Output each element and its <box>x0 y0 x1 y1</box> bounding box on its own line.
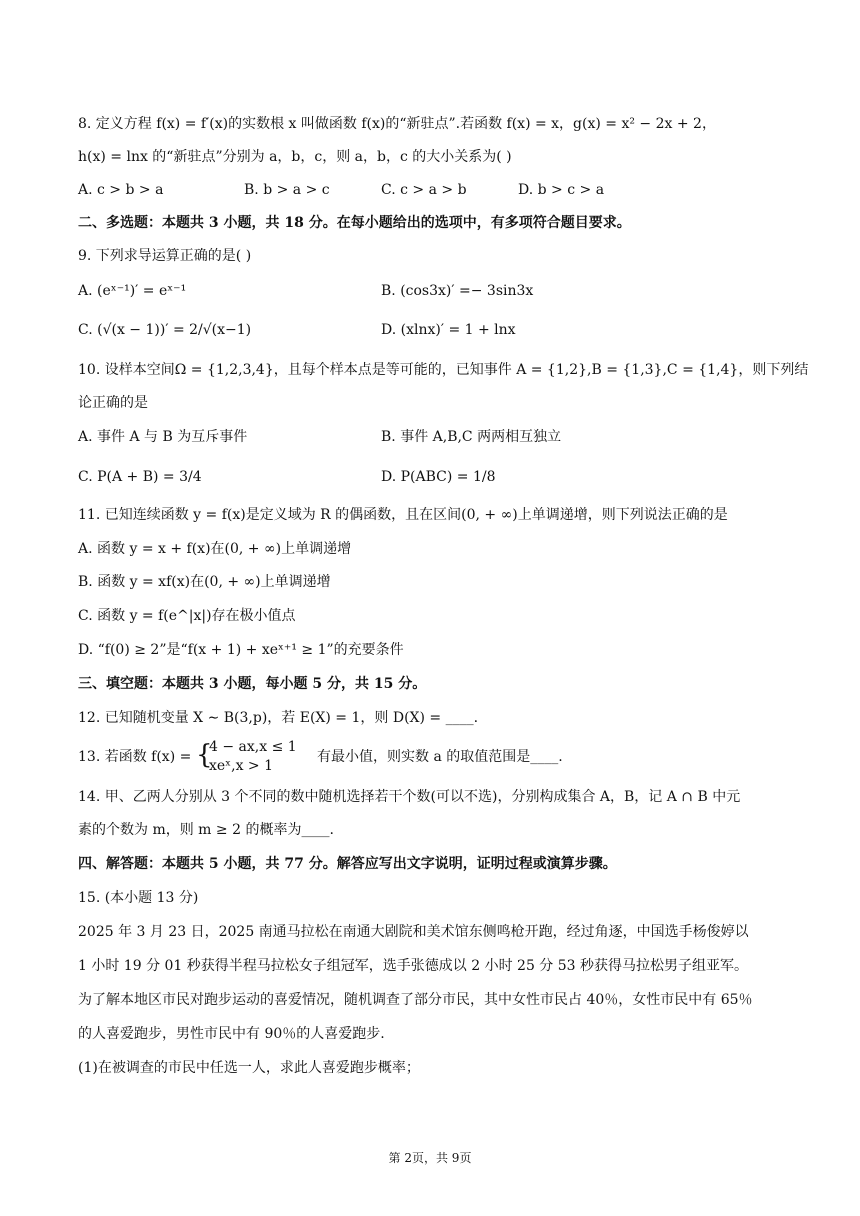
q10-option-a: A. 事件 A 与 B 为互斥事件 <box>78 429 248 445</box>
q9-stem: 9. 下列求导运算正确的是( ) <box>78 248 252 264</box>
q15-sub1: (1)在被调查的市民中任选一人，求此人喜爱跑步概率； <box>78 1060 420 1076</box>
q14-line1: 14. 甲、乙两人分别从 3 个不同的数中随机选择若干个数(可以不选)，分别构成集合 A，B，记 A ∩ B 中元 <box>78 789 741 805</box>
q15-para-line: 2025 年 3 月 23 日，2025 南通马拉松在南通大剧院和美术馆东侧鸣枪开跑，经过角逐，中国选手杨俊婷以 <box>78 924 749 940</box>
q15-para-line: 1 小时 19 分 01 秒获得半程马拉松女子组冠军，选手张德成以 2 小时 25 分 53 秒获得马拉松男子组亚军。 <box>78 958 749 974</box>
q10-option-c: C. P(A + B) = 3/4 <box>78 469 202 485</box>
q13-suffix: 有最小值，则实数 a 的取值范围是____. <box>317 749 563 765</box>
q9-option-d: D. (xlnx)′ = 1 + lnx <box>381 322 516 338</box>
q9-option-c: C. (√(x − 1))′ = 2/√(x−1) <box>78 322 252 338</box>
q10-line2: 论正确的是 <box>78 395 148 411</box>
q13-case2: xeˣ,x > 1 <box>209 758 273 774</box>
q8-option-d: D. b > c > a <box>518 182 605 198</box>
section-3-heading: 三、填空题：本题共 3 小题，每小题 5 分，共 15 分。 <box>78 676 427 692</box>
q8-option-a: A. c > b > a <box>78 182 164 198</box>
q13-brace: { <box>196 740 213 770</box>
q11-option-c: C. 函数 y = f(e^|x|)存在极小值点 <box>78 608 296 624</box>
q10-line1: 10. 设样本空间Ω = {1,2,3,4}，且每个样本点是等可能的，已知事件 A = {1,2},B = {1,3},C = {1,4}，则下列结 <box>78 362 809 378</box>
q14-line2: 素的个数为 m，则 m ≥ 2 的概率为____. <box>78 822 334 838</box>
section-4-heading: 四、解答题：本题共 5 小题，共 77 分。解答应写出文字说明，证明过程或演算步骤。 <box>78 856 617 872</box>
q15-para-line: 的人喜爱跑步，男性市民中有 90％的人喜爱跑步. <box>78 1026 385 1042</box>
q11-option-b: B. 函数 y = xf(x)在(0, + ∞)上单调递增 <box>78 574 331 590</box>
q8-option-b: B. b > a > c <box>244 182 330 198</box>
q11-option-a: A. 函数 y = x + f(x)在(0, + ∞)上单调递增 <box>78 541 352 557</box>
section-2-heading: 二、多选题：本题共 3 小题，共 18 分。在每小题给出的选项中，有多项符合题目要求。 <box>78 215 631 231</box>
page-footer: 第 2页，共 9页 <box>388 1151 472 1165</box>
q10-option-d: D. P(ABC) = 1/8 <box>381 469 496 485</box>
q10-option-b: B. 事件 A,B,C 两两相互独立 <box>381 429 562 445</box>
q15-title: 15. (本小题 13 分) <box>78 890 199 906</box>
q8-option-c: C. c > a > b <box>381 182 467 198</box>
q12-stem: 12. 已知随机变量 X ∼ B(3,p)，若 E(X) = 1，则 D(X) = ____. <box>78 710 479 726</box>
q13-prefix: 13. 若函数 f(x) = <box>78 749 192 765</box>
q9-option-b: B. (cos3x)′ =− 3sin3x <box>381 283 534 299</box>
q15-para-line: 为了解本地区市民对跑步运动的喜爱情况，随机调查了部分市民，其中女性市民占 40％，女性市民中有 65％ <box>78 992 753 1008</box>
q9-option-a: A. (eˣ⁻¹)′ = eˣ⁻¹ <box>78 283 187 299</box>
q11-option-d: D. “f(0) ≥ 2”是“f(x + 1) + xeˣ⁺¹ ≥ 1”的充要条件 <box>78 642 404 658</box>
q8-line2: h(x) = lnx 的“新驻点”分别为 a，b，c，则 a，b，c 的大小关系为( ) <box>78 149 512 165</box>
q13-case1: 4 − ax,x ≤ 1 <box>209 739 297 755</box>
q11-stem: 11. 已知连续函数 y = f(x)是定义域为 R 的偶函数，且在区间(0, + ∞)上单调递增，则下列说法正确的是 <box>78 507 728 523</box>
q8-line1: 8. 定义方程 f(x) = f′(x)的实数根 x 叫做函数 f(x)的“新驻点”.若函数 f(x) = x，g(x) = x² − 2x + 2， <box>78 116 716 132</box>
